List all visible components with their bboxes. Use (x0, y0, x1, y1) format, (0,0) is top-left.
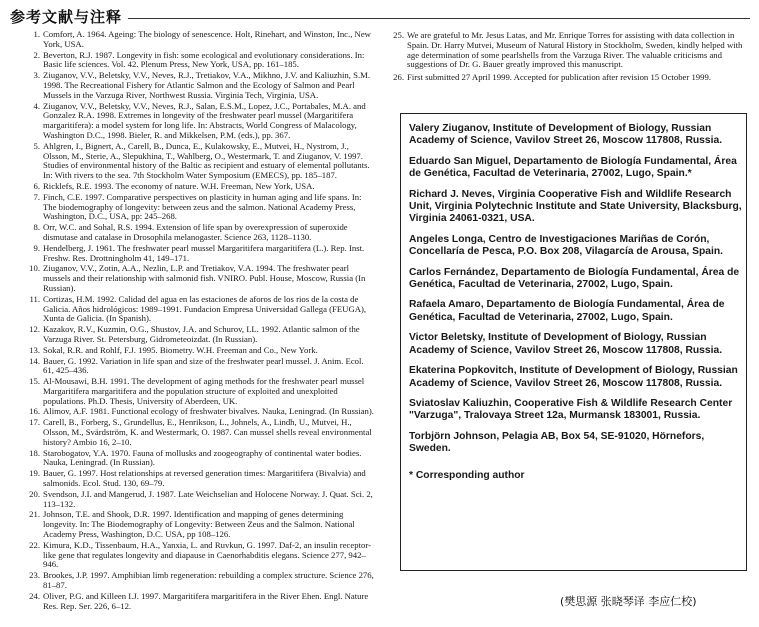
note-text: First submitted 27 April 1999. Accepted for publication after revision 15 October 1999. (407, 72, 712, 83)
reference-item (22, 30, 374, 50)
note-item (386, 73, 750, 83)
note-number: 25. (393, 30, 404, 40)
reference-number: 14. (29, 355, 40, 366)
author-affiliation: Eduardo San Miguel, Departamento de Biología Fundamental, Área de Genética, Facultad de Veterinaria, 27002, Lugo, Spain.* (409, 155, 737, 180)
author-affiliations-box (400, 113, 747, 571)
reference-item (22, 541, 374, 570)
reference-item (22, 571, 374, 591)
reference-text: Ricklefs, R.E. 1993. The economy of nature. W.H. Freeman, New York, USA. (43, 180, 315, 191)
reference-item (22, 295, 374, 324)
reference-item (22, 264, 374, 293)
section-title-text: 参考文献与注释 (10, 8, 128, 26)
author-affiliation: Valery Ziuganov, Institute of Development of Biology, Russian Academy of Science, Vavilov Street 26, Moscow 117808, Russia. (409, 123, 723, 147)
reference-text: Kimura, K.D., Tissenbaum, H.A., Yanxia, L. and Ruvkun, G. 1997. Daf-2, an insulin receptor-like gene that regulates longevity and diapause in Caenorhabditis elegans. Science 277, 942–946. (43, 539, 371, 570)
reference-item (22, 469, 374, 489)
reference-number: 12. (29, 324, 40, 335)
reference-text: Brookes, J.P. 1997. Amphibian limb regeneration: rebuilding a complex structure. Science 276, 81–87. (43, 570, 374, 591)
reference-item (22, 592, 374, 612)
section-title (10, 6, 750, 28)
reference-text: Alimov, A.F. 1981. Functional ecology of freshwater bivalves. Nauka, Leningrad. (In Russian). (43, 406, 374, 417)
reference-number: 23. (29, 570, 40, 581)
reference-number: 9. (33, 242, 40, 253)
reference-text: Ziuganov, V.V., Beletsky, V.V., Neves, R.J., Salan, E.S.M., Lopez, J.C., Portabales, M.A. and Gonzalez R.A. 1998. Extremes in longevity of the freshwater pearl mussel (Margaritifera margaritifera): a model system for long life. In: Abstracts, World Congress of Malacology, Washington D.C., 1998. Bieler, R. and Mikkelsen, P.M. (eds.), pp. 367. (43, 100, 366, 140)
reference-text: Beverton, R.J. 1987. Longevity in fish: some ecological and evolutionary considerations. In: Basic life sciences. Vol. 42. Plenum Press, New York, USA, pp. 161–185. (43, 49, 365, 70)
reference-text: Ziuganov, V.V., Beletsky, V.V., Neves, R.J., Tretiakov, V.A., Mikhno, J.V. and Kaliuzhin, S.M. 1998. The Recreational Fishery for Atlantic Salmon and the Ecology of Salmon and Pearl Mussels in the Varzuga River, Northwest Russia. Virginia Tech, Virginia, USA. (43, 70, 371, 100)
notes-list (386, 31, 750, 86)
reference-number: 3. (33, 70, 40, 81)
reference-item (22, 142, 374, 181)
reference-number: 5. (33, 140, 40, 151)
author-affiliation: Torbjörn Johnson, Pelagia AB, Box 54, SE-91020, Hörnefors, Sweden. (409, 430, 705, 455)
reference-text: Al-Mousawi, B.H. 1991. The development of aging methods for the freshwater pearl mussel Margaritifera margaritifera and the population structure of exploited and unexploited populations. Ph.D. Thesis, University of Aberdeen, UK. (43, 376, 365, 406)
reference-text: Bauer, G. 1997. Host relationships at reversed generation times: Margaritifera (Bivalvia) and salmonids. Ecol. Stud. 130, 69–79. (43, 468, 366, 489)
reference-item (22, 377, 374, 406)
reference-number: 10. (29, 263, 40, 274)
reference-number: 7. (33, 191, 40, 202)
author-affiliation: Ekaterina Popkovitch, Institute of Development of Biology, Russian Academy of Science, Vavilov Street 26, Moscow 117808, Russia. (409, 365, 738, 389)
reference-number: 17. (29, 417, 40, 428)
reference-number: 13. (29, 344, 40, 355)
reference-text: Svendson, J.I. and Mangerud, J. 1987. Late Weichselian and Holocene Norway. J. Quat. Sci. 2, 113–132. (43, 488, 373, 509)
author-affiliation: Victor Beletsky, Institute of Development of Biology, Russian Academy of Science, Vavilov Street 26, Moscow 117808, Russia. (409, 332, 723, 356)
reference-item (22, 51, 374, 71)
author-affiliation: Sviatoslav Kaliuzhin, Cooperative Fish & Wildlife Research Center "Varzuga", Tralovaya Street 12a, Murmansk 183001, Russia. (409, 397, 733, 422)
reference-text: Oliver, P.G. and Killeen I.J. 1997. Margaritifera margaritifera in the River Ehen. Engl. Nature Res. Rep. Ser. 226, 6–12. (43, 590, 369, 611)
reference-number: 1. (33, 29, 40, 39)
reference-text: Cortizas, H.M. 1992. Calidad del agua en las estaciones de aforos de los rios de la costa de Galicia. Años hidrológicos: 1989–1991. Fundacion Empresa Universidad Gallega (FEUGA), Xunta de Galicia. (In Spanish). (43, 293, 367, 324)
reference-item (22, 418, 374, 447)
translator-credit: (樊思源 张晓琴译 李应仁校) (560, 595, 697, 608)
reference-number: 21. (29, 509, 40, 520)
reference-number: 2. (33, 49, 40, 60)
reference-number: 6. (33, 180, 40, 191)
reference-text: Orr, W.C. and Sohal, R.S. 1994. Extension of life span by overexpression of superoxide dismutase and catalase in Drosophila melanogaster. Science 263, 1128–1130. (43, 222, 348, 242)
note-text: We are grateful to Mr. Jesus Latas, and Mr. Enrique Torres for assisting with data collection in Spain. Dr. Harry Mutvei, Museum of Natural History in Stockholm, Sweden, kindly helped with age determination of some pearlshells from the Varzuga River. The valuable criticisms and suggestions of Dr. G. Bauer greatly improved this manuscript. (407, 30, 743, 70)
reference-item (22, 490, 374, 510)
reference-item (22, 325, 374, 345)
reference-item (22, 244, 374, 264)
reference-number: 11. (29, 293, 40, 304)
reference-number: 24. (29, 590, 40, 601)
reference-text: Ziuganov, V.V., Zotin, A.A., Nezlin, L.P. and Tretiakov, V.A. 1994. The freshwater pearl mussels and their relationship with salmonid fish. VNIRO. Publ. House, Moscow, Russia (In Russian). (43, 263, 366, 293)
reference-number: 22. (29, 539, 40, 550)
author-affiliation: Carlos Fernández, Departamento de Biología Fundamental, Área de Genética, Facultad de Veterinaria, 27002, Lugo, Spain. (409, 266, 740, 291)
author-affiliation: Richard J. Neves, Virginia Cooperative Fish and Wildlife Research Unit, Virginia Polytechnic Institute and State University, Blacksburg, Virginia 24061-0321, USA. (409, 188, 742, 225)
reference-item (22, 510, 374, 539)
reference-text: Finch, C.E. 1997. Comparative perspectives on plasticity in human aging and life spans. In: The biodemography of longevity: between zeus and the salmon. National Academy Press, Washington, D.C., USA, pp: 245–268. (43, 191, 362, 222)
reference-item (22, 223, 374, 243)
reference-text: Bauer, G. 1992. Variation in life span and size of the freshwater pearl mussel. J. Anim. Ecol. 61, 425–436. (43, 355, 364, 376)
reference-item (22, 357, 374, 377)
author-affiliation: Angeles Longa, Centro de Investigaciones Mariñas de Corón, Concellaría de Pesca, P.O. Box 208, Vilagarcía de Arousa, Spain. (409, 233, 724, 258)
reference-text: Hendelberg, J. 1961. The freshwater pearl mussel Margaritifera margaritifera (L.). Rep. Inst. Freshw. Res. Drottningholm 41, 149–171. (43, 242, 365, 263)
reference-text: Kazakov, R.V., Kuzmin, O.G., Shustov, J.A. and Schurov, I.L. 1992. Atlantic salmon of the Varzuga River. St. Petersburg, Gidrometeoizdat. (In Russian). (43, 324, 360, 344)
reference-item (22, 182, 374, 192)
reference-text: Comfort, A. 1964. Ageing: The biology of senescence. Holt, Rinehart, and Winston, Inc., New York, USA. (43, 29, 371, 49)
reference-number: 4. (33, 100, 40, 111)
note-item (386, 31, 750, 70)
reference-number: 20. (29, 488, 40, 499)
reference-item (22, 102, 374, 141)
reference-text: Sokal, R.R. and Rohlf, F.J. 1995. Biometry. W.H. Freeman and Co., New York. (43, 344, 318, 355)
reference-number: 18. (29, 447, 40, 458)
reference-number: 8. (33, 222, 40, 233)
reference-number: 19. (29, 468, 40, 479)
reference-item (22, 449, 374, 469)
reference-text: Starobogatov, Y.A. 1970. Fauna of mollusks and zoogeography of continental water bodies. Nauka, Leningrad. (In Russian). (43, 447, 362, 468)
reference-list (22, 30, 374, 612)
reference-text: Carell, B., Forberg, S., Grundellus, E., Henrikson, L., Johnels, A., Lindh, U., Mutvei, H., Olsson, M., Svärdström, K. and Westermark, O. 1987. Can mussel shells reveal environmental history? Ambio 16, 2–10. (43, 417, 372, 447)
reference-text: Johnson, T.E. and Shook, D.R. 1997. Identification and mapping of genes determining longevity. In: The Biodemography of Longevity: Between Zeus and the Salmon. National Academy Press, Washington, D.C. USA, pp 108–126. (43, 509, 355, 540)
reference-number: 15. (29, 376, 40, 387)
reference-number: 16. (29, 406, 40, 417)
reference-item (22, 193, 374, 222)
note-number: 26. (393, 72, 404, 83)
reference-text: Ahlgren, I., Bignert, A., Carell, B., Dunca, E., Kulakowsky, E., Mutvei, H., Nystrom, J., Olsson, M., Sterie, A., Slepukhina, T., Wahlberg, O., Westermark, T. and Ziuganov, V. 1997. Studies of environmental history of the Baltic as recipient and estuary of elemental pollutants. In: With rivers to the sea. 7th Stockholm Water Symposium (EMECS), pp. 185–187. (43, 140, 370, 181)
reference-item (22, 407, 374, 417)
reference-item (22, 71, 374, 100)
reference-item (22, 346, 374, 356)
author-affiliations (401, 114, 746, 482)
author-affiliation: Rafaela Amaro, Departamento de Biología Fundamental, Área de Genética, Facultad de Veterinaria, 27002, Lugo, Spain. (409, 299, 725, 323)
corresponding-author-note: * Corresponding author (409, 469, 525, 481)
